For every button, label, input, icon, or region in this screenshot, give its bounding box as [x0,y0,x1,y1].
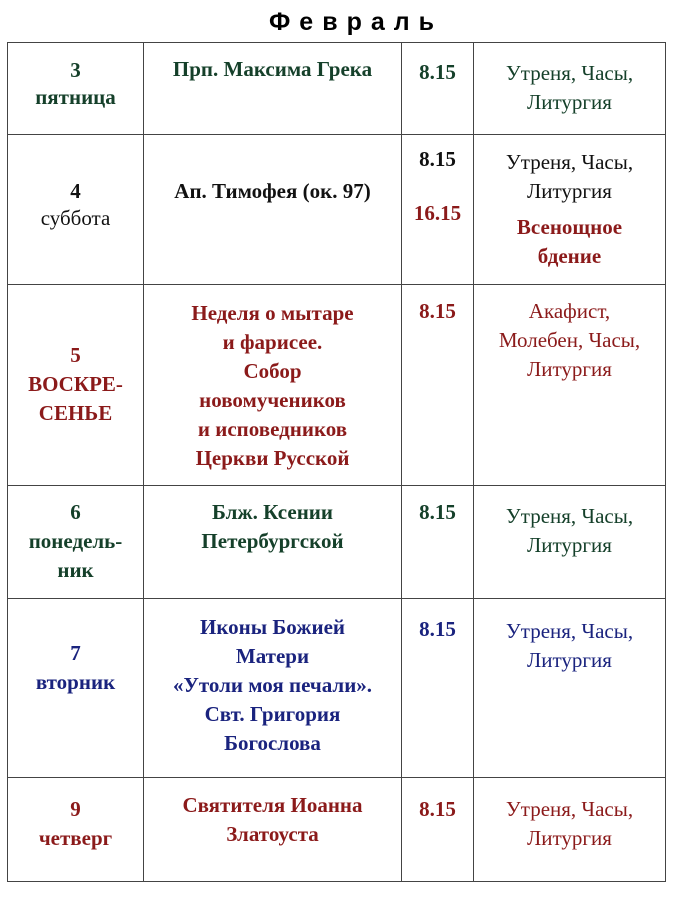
feast-line: и фарисее. [222,330,323,354]
schedule-row [8,135,666,285]
weekday: вторник [35,670,116,694]
feast-line: Богослова [224,731,321,755]
service-line: Литургия [527,357,612,381]
day-number: 3 [70,58,81,82]
service-line: Молебен, Часы, [498,328,641,352]
schedule-row [8,778,666,882]
time-cell [402,43,474,135]
schedule-table [7,42,666,882]
weekday: ВОСКРЕ- [28,372,123,396]
service-cell [474,135,666,285]
service-line: Утреня, Часы, [505,61,634,85]
schedule-row [8,599,666,778]
date-cell [8,486,144,599]
service-line: Литургия [527,533,612,557]
weekday: понедель- [28,529,123,553]
service-cell [474,778,666,882]
time-cell [402,486,474,599]
service-line: Литургия [527,826,612,850]
feast-line: «Утоли моя печали». [172,673,373,697]
service-time: 8.15 [419,299,456,323]
day-number: 5 [70,343,81,367]
date-cell [8,285,144,486]
service-time: 8.15 [419,60,456,84]
date-cell [8,778,144,882]
schedule-row [8,43,666,135]
feast-line: Блж. Ксении [211,500,334,524]
service-line: Акафист, [528,299,611,323]
date-cell [8,43,144,135]
weekday: ник [57,558,94,582]
time-cell [402,135,474,285]
feast-line: и исповедников [197,417,348,441]
feast-line: новомучеников [199,388,346,412]
service-line: бдение [537,244,602,268]
time-cell [402,285,474,486]
service-line: Всенощное [516,215,623,239]
service-cell [474,43,666,135]
weekday: суббота [40,206,111,230]
service-time: 16.15 [413,201,462,225]
feast-cell [144,599,402,778]
feast-line: Свт. Григория [204,702,341,726]
feast-line: Матери [235,644,310,668]
feast-line: Неделя о мытаре [191,301,354,325]
date-cell [8,135,144,285]
service-time: 8.15 [419,617,456,641]
service-line: Утреня, Часы, [505,150,634,174]
schedule-row [8,486,666,599]
service-line: Утреня, Часы, [505,504,634,528]
feast-cell [144,43,402,135]
feast-cell [144,778,402,882]
feast-line: Златоуста [226,822,319,846]
feast-cell [144,135,402,285]
service-time: 8.15 [419,147,456,171]
day-number: 9 [70,797,81,821]
service-cell [474,486,666,599]
service-cell [474,285,666,486]
service-line: Литургия [527,90,612,114]
feast-line: Церкви Русской [195,446,350,470]
feast-cell [144,486,402,599]
service-line: Литургия [527,179,612,203]
feast-line: Иконы Божией [199,615,345,639]
feast-line: Прп. Максима Грека [172,57,373,81]
feast-line: Ап. Тимофея (ок. 97) [174,179,371,203]
service-line: Утреня, Часы, [505,797,634,821]
time-cell [402,599,474,778]
service-line: Утреня, Часы, [505,619,634,643]
time-cell [402,778,474,882]
month-title: Февраль [268,8,444,36]
weekday: СЕНЬЕ [38,401,113,425]
weekday: пятница [35,85,116,109]
service-time: 8.15 [419,797,456,821]
service-cell [474,599,666,778]
feast-line: Петербургской [201,529,344,553]
day-number: 7 [70,641,81,665]
weekday: четверг [38,826,113,850]
feast-line: Собор [243,359,302,383]
date-cell [8,599,144,778]
day-number: 4 [70,179,81,203]
feast-line: Святителя Иоанна [182,793,363,817]
feast-cell [144,285,402,486]
day-number: 6 [70,500,81,524]
service-line: Литургия [527,648,612,672]
schedule-row [8,285,666,486]
service-time: 8.15 [419,500,456,524]
